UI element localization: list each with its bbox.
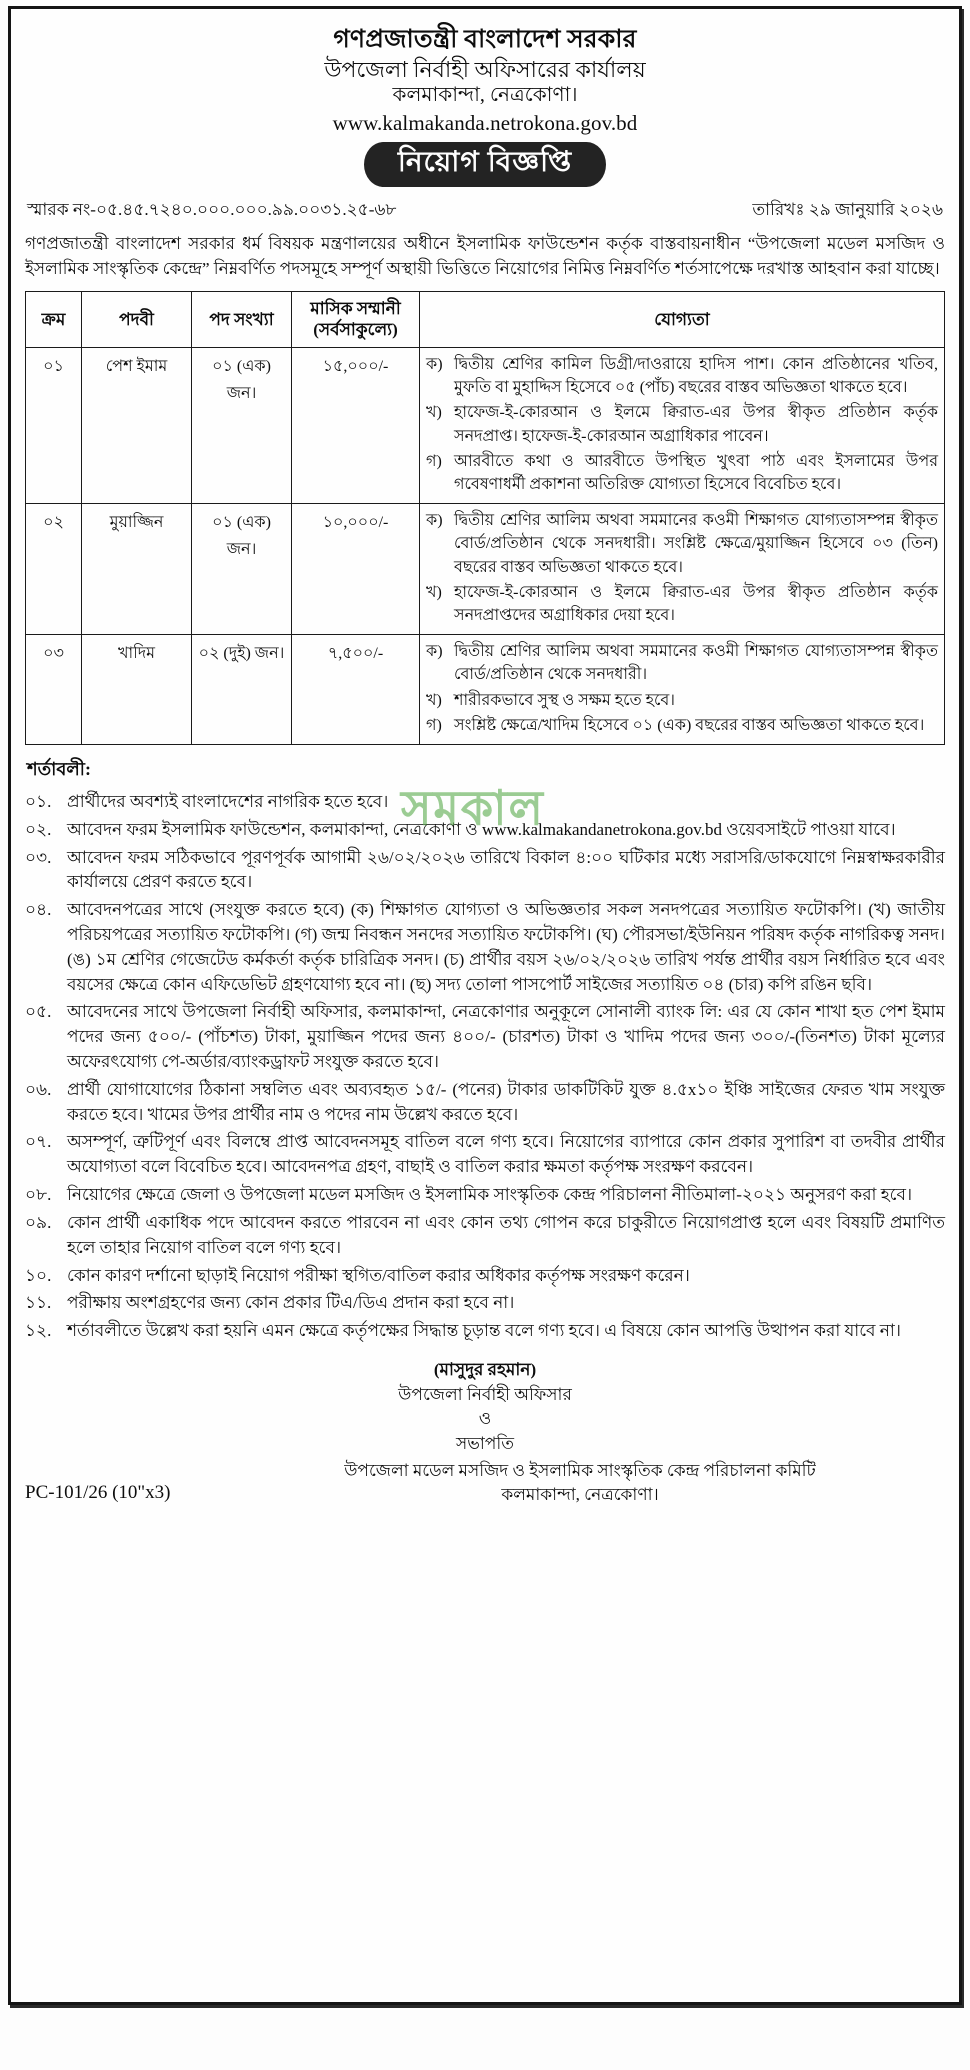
qualification-text: দ্বিতীয় শ্রেণির কামিল ডিগ্রী/দাওরায়ে হাদিস পাশ। কোন প্রতিষ্ঠানের খতিব, মুফতি বা মুহাদ্দিস হিসেবে ০৫ (পাঁচ) বছরের বাস্তব অভিজ্ঞতা থাকতে হবে। bbox=[454, 356, 938, 397]
column-header-salary-line2: (সর্বসাকুল্যে) bbox=[313, 319, 398, 339]
qualification-marker: খ) bbox=[426, 404, 442, 422]
table-header-row bbox=[26, 292, 945, 348]
memo-row bbox=[27, 197, 943, 225]
page-title: নিয়োগ বিজ্ঞপ্তি bbox=[364, 142, 606, 187]
condition-text: প্রার্থী যোগাযোগের ঠিকানা সম্বলিত এবং অব্যবহৃত ১৫/- (পনের) টাকার ডাকটিকিট যুক্ত ৪.৫x১০ ইঞ্চি সাইজের ফেরত খাম সংযুক্ত করতে হবে। খামের উপর প্রার্থীর নাম ও পদের নাম উল্লেখ করতে হবে। bbox=[67, 1079, 945, 1124]
posts-table bbox=[25, 291, 945, 745]
qualification-item bbox=[426, 640, 938, 686]
row-vacancy-count: ০২ (দুই) জন। bbox=[192, 635, 292, 745]
condition-item bbox=[25, 1130, 945, 1180]
qualification-marker: খ) bbox=[426, 583, 442, 601]
title-badge-wrapper bbox=[25, 142, 945, 187]
qualification-item bbox=[426, 401, 938, 447]
signature-block bbox=[25, 1358, 945, 1457]
row-post-name: খাদিম bbox=[82, 635, 192, 745]
condition-number: ০১. bbox=[25, 791, 52, 811]
qualification-marker: ক) bbox=[426, 356, 443, 374]
row-salary: ১৫,০০০/- bbox=[292, 348, 420, 504]
condition-text: প্রার্থীদের অবশ্যই বাংলাদেশের নাগরিক হতে হবে। bbox=[67, 791, 389, 811]
row-salary: ১০,০০০/- bbox=[292, 504, 420, 635]
condition-text: আবেদন ফরম সঠিকভাবে পূরণপূর্বক আগামী ২৬/০২/২০২৬ তারিখে বিকাল ৪:০০ ঘটিকার মধ্যে সরাসরি/ডাকযোগে নিম্নস্বাক্ষরকারীর কার্যালয়ে প্রেরণ করতে হবে। bbox=[67, 847, 945, 892]
signatory-name: (মাসুদুর রহমান) bbox=[433, 1359, 537, 1379]
intro-paragraph: গণপ্রজাতন্ত্রী বাংলাদেশ সরকার ধর্ম বিষয়ক মন্ত্রণালয়ের অধীনে ইসলামিক ফাউন্ডেশন কর্তৃক বাস্তবায়নাধীন “উপজেলা মডেল মসজিদ ও ইসলামিক সাংস্কৃতিক কেন্দ্রে” নিম্নবর্ণিত পদসমূহে সম্পূর্ণ অস্থায়ী ভিত্তিতে নিয়োগের নিমিত্ত নিম্নবর্ণিত শর্তসাপেক্ষে দরখাস্ত আহবান করা যাচ্ছে। bbox=[25, 234, 945, 279]
row-vacancy-count: ০১ (এক) জন। bbox=[192, 504, 292, 635]
condition-item bbox=[25, 898, 945, 997]
qualification-list bbox=[426, 353, 938, 496]
condition-item bbox=[25, 1264, 945, 1289]
qualification-text: দ্বিতীয় শ্রেণির আলিম অথবা সমমানের কওমী শিক্ষাগত যোগ্যতাসম্পন্ন স্বীকৃত বোর্ড/প্রতিষ্ঠান থেকে সনদধারী। সংশ্লিষ্ট ক্ষেত্রে/মুয়াজ্জিন হিসেবে ০৩ (তিন) বছরের বাস্তব অভিজ্ঞতা থাকতে হবে। bbox=[454, 512, 938, 576]
row-qualification bbox=[420, 635, 945, 745]
masthead bbox=[25, 25, 945, 136]
condition-number: ০৭. bbox=[25, 1132, 52, 1152]
committee-block bbox=[215, 1459, 945, 1508]
signatory-conjunction: ও bbox=[478, 1409, 492, 1429]
pc-code: PC-101/26 (10"x3) bbox=[25, 1481, 171, 1503]
memo-date: তারিখঃ ২৯ জানুয়ারি ২০২৬ bbox=[752, 200, 943, 219]
condition-item bbox=[25, 1319, 945, 1344]
advertisement-frame bbox=[8, 6, 962, 2005]
row-serial: ০১ bbox=[26, 348, 82, 504]
committee-name: উপজেলা মডেল মসজিদ ও ইসলামিক সাংস্কৃতিক কেন্দ্র পরিচালনা কমিটি bbox=[344, 1460, 816, 1480]
qualification-item bbox=[426, 581, 938, 627]
newspaper-watermark: সমকাল bbox=[401, 781, 545, 836]
condition-number: ০৮. bbox=[25, 1185, 52, 1205]
condition-text: অসম্পূর্ণ, ত্রুটিপূর্ণ এবং বিলম্বে প্রাপ্ত আবেদনসমূহ বাতিল বলে গণ্য হবে। নিয়োগের ব্যাপারে কোন প্রকার সুপারিশ বা তদবীর প্রার্থীর অযোগ্যতা বলে বিবেচিত হবে। আবেদনপত্র গ্রহণ, বাছাই ও বাতিল করার ক্ষমতা কর্তৃপক্ষ সংরক্ষণ করবেন। bbox=[67, 1132, 945, 1177]
signatory-role: সভাপতি bbox=[456, 1433, 514, 1453]
row-post-name: পেশ ইমাম bbox=[82, 348, 192, 504]
qualification-text: হাফেজ-ই-কোরআন ও ইলমে ক্বিরাত-এর উপর স্বীকৃত প্রতিষ্ঠান কর্তৃক সনদপ্রাপ্ত। হাফেজ-ই-কোরআন অগ্রাধিকার পাবেন। bbox=[454, 404, 938, 445]
condition-text: শর্তাবলীতে উল্লেখ করা হয়নি এমন ক্ষেত্রে কর্তৃপক্ষের সিদ্ধান্ত চূড়ান্ত বলে গণ্য হবে। এ বিষয়ে কোন আপত্তি উত্থাপন করা যাবে না। bbox=[67, 1321, 901, 1341]
table-row bbox=[26, 348, 945, 504]
condition-text: আবেদনপত্রের সাথে (সংযুক্ত করতে হবে) (ক) শিক্ষাগত যোগ্যতা ও অভিজ্ঞতার সকল সনদপত্রের সত্যায়িত ফটোকপি। (খ) জাতীয় পরিচয়পত্রের সত্যায়িত ফটোকপি। (গ) জন্ম নিবন্ধন সনদের সত্যায়িত ফটোকপি। (ঘ) পৌরসভা/ইউনিয়ন পরিষদ কর্তৃক নাগরিকত্ব সনদ। (ঙ) ১ম শ্রেণির গেজেটেড কর্মকর্তা কর্তৃক চারিত্রিক সনদ। (চ) প্রার্থীর বয়স ২৬/০২/২০২৬ তারিখ পর্যন্ত প্রার্থীর বয়স নির্ধারিত হবে এবং বয়সের ক্ষেত্রে কোন এফিডেভিট গ্রহণযোগ্য হবে না। (ছ) সদ্য তোলা পাসপোর্ট সাইজের সত্যায়িত ০৪ (চার) কপি রঙিন ছবি। bbox=[67, 900, 945, 994]
condition-item bbox=[25, 1078, 945, 1128]
condition-text: নিয়োগের ক্ষেত্রে জেলা ও উপজেলা মডেল মসজিদ ও ইসলামিক সাংস্কৃতিক কেন্দ্র পরিচালনা নীতিমালা-২০২১ অনুসরণ করা হবে। bbox=[67, 1185, 913, 1205]
condition-number: ১০. bbox=[25, 1265, 52, 1285]
qualification-item bbox=[426, 714, 938, 737]
condition-item bbox=[25, 1183, 945, 1208]
condition-number: ১১. bbox=[25, 1293, 52, 1313]
row-post-name: মুয়াজ্জিন bbox=[82, 504, 192, 635]
condition-item bbox=[25, 846, 945, 896]
column-header-vacancies: পদ সংখ্যা bbox=[192, 292, 292, 348]
condition-number: ০৬. bbox=[25, 1079, 52, 1099]
qualification-item bbox=[426, 509, 938, 579]
condition-number: ১২. bbox=[25, 1321, 52, 1341]
government-name: গণপ্রজাতন্ত্রী বাংলাদেশ সরকার bbox=[333, 26, 637, 53]
row-qualification bbox=[420, 504, 945, 635]
qualification-item bbox=[426, 689, 938, 712]
condition-item bbox=[25, 1291, 945, 1316]
condition-item bbox=[25, 1000, 945, 1074]
condition-number: ০২. bbox=[25, 819, 52, 839]
condition-number: ০৫. bbox=[25, 1002, 52, 1022]
row-vacancy-count: ০১ (এক) জন। bbox=[192, 348, 292, 504]
qualification-list bbox=[426, 509, 938, 627]
qualification-list bbox=[426, 640, 938, 737]
office-name: উপজেলা নির্বাহী অফিসারের কার্যালয় bbox=[324, 56, 646, 82]
posts-table-body bbox=[26, 348, 945, 745]
row-qualification bbox=[420, 348, 945, 504]
condition-item bbox=[25, 818, 945, 843]
condition-text: আবেদনের সাথে উপজেলা নির্বাহী অফিসার, কলমাকান্দা, নেত্রকোণার অনুকূলে সোনালী ব্যাংক লি: এর যে কোন শাখা হত পেশ ইমাম পদের জন্য ৫০০/- (পাঁচশত) টাকা, মুয়াজ্জিন পদের জন্য ৪০০/- (চারশত) টাকা ও খাদিম পদের জন্য ৩০০/-(তিনশত) টাকা মূল্যের অফেরৎযোগ্য পে-অর্ডার/ব্যাংকড্রাফট সংযুক্ত করতে হবে। bbox=[67, 1002, 945, 1072]
condition-number: ০৩. bbox=[25, 847, 52, 867]
qualification-item bbox=[426, 450, 938, 496]
table-row bbox=[26, 504, 945, 635]
footer-row bbox=[25, 1459, 945, 1508]
row-serial: ০৩ bbox=[26, 635, 82, 745]
qualification-text: দ্বিতীয় শ্রেণির আলিম অথবা সমমানের কওমী শিক্ষাগত যোগ্যতাসম্পন্ন স্বীকৃত বোর্ড/প্রতিষ্ঠান থেকে সনদধারী। bbox=[454, 643, 938, 684]
column-header-qualification: যোগ্যতা bbox=[420, 292, 945, 348]
condition-item bbox=[25, 790, 945, 815]
office-website: www.kalmakanda.netrokona.gov.bd bbox=[332, 111, 638, 136]
condition-text: কোন কারণ দর্শানো ছাড়াই নিয়োগ পরীক্ষা স্থগিত/বাতিল করার অধিকার কর্তৃপক্ষ সংরক্ষণ করেন। bbox=[67, 1265, 690, 1285]
conditions-list bbox=[25, 790, 945, 1344]
condition-number: ০৪. bbox=[25, 900, 52, 920]
qualification-text: আরবীতে কথা ও আরবীতে উপস্থিত খুৎবা পাঠ এবং ইসলামের উপর গবেষণাধর্মী প্রকাশনা অতিরিক্ত যোগ্যতা হিসেবে বিবেচিত হবে। bbox=[454, 452, 938, 494]
column-header-post: পদবী bbox=[82, 292, 192, 348]
column-header-serial: ক্রম bbox=[26, 292, 82, 348]
qualification-text: সংশ্লিষ্ট ক্ষেত্রে/খাদিম হিসেবে ০১ (এক) বছরের বাস্তব অভিজ্ঞতা থাকতে হবে। bbox=[454, 716, 925, 734]
table-row bbox=[26, 635, 945, 745]
posts-table-head bbox=[26, 292, 945, 348]
qualification-marker: গ) bbox=[426, 452, 442, 470]
condition-text: কোন প্রার্থী একাধিক পদে আবেদন করতে পারবেন না এবং কোন তথ্য গোপন করে চাকুরীতে নিয়োগপ্রাপ্ত হলে এবং বিষয়টি প্রমাণিত হলে তাহার নিয়োগ বাতিল বলে গণ্য হবে। bbox=[67, 1212, 945, 1257]
signatory-designation: উপজেলা নির্বাহী অফিসার bbox=[398, 1384, 572, 1404]
column-header-salary-line1: মাসিক সম্মানী bbox=[310, 299, 401, 319]
row-salary: ৭,৫০০/- bbox=[292, 635, 420, 745]
qualification-item bbox=[426, 353, 938, 399]
row-serial: ০২ bbox=[26, 504, 82, 635]
qualification-marker: গ) bbox=[426, 716, 442, 734]
qualification-text: শারীরকভাবে সুস্থ ও সক্ষম হতে হবে। bbox=[454, 691, 676, 709]
condition-number: ০৯. bbox=[25, 1212, 52, 1232]
condition-item bbox=[25, 1211, 945, 1261]
condition-text: আবেদন ফরম ইসলামিক ফাউন্ডেশন, কলমাকান্দা, নেত্রকোণা ও www.kalmakandanetrokona.gov.bd ওয়েবসাইটে পাওয়া যাবে। bbox=[67, 819, 896, 839]
qualification-text: হাফেজ-ই-কোরআন ও ইলমে ক্বিরাত-এর উপর স্বীকৃত প্রতিষ্ঠান কর্তৃক সনদপ্রাপ্তদের অগ্রাধিকার দেয়া হবে। bbox=[454, 583, 938, 624]
qualification-marker: ক) bbox=[426, 643, 443, 661]
qualification-marker: খ) bbox=[426, 691, 442, 709]
condition-text: পরীক্ষায় অংশগ্রহণের জন্য কোন প্রকার টিএ/ডিএ প্রদান করা হবে না। bbox=[67, 1293, 515, 1313]
committee-location: কলমাকান্দা, নেত্রকোণা। bbox=[501, 1485, 659, 1505]
conditions-heading: শর্তাবলী: bbox=[27, 758, 91, 779]
office-location: কলমাকান্দা, নেত্রকোণা। bbox=[392, 84, 578, 107]
qualification-marker: ক) bbox=[426, 512, 443, 530]
memo-number: স্মারক নং-০৫.৪৫.৭২৪০.০০০.০০০.৯৯.০০৩১.২৫-৬৮ bbox=[27, 200, 397, 219]
column-header-salary bbox=[292, 292, 420, 348]
